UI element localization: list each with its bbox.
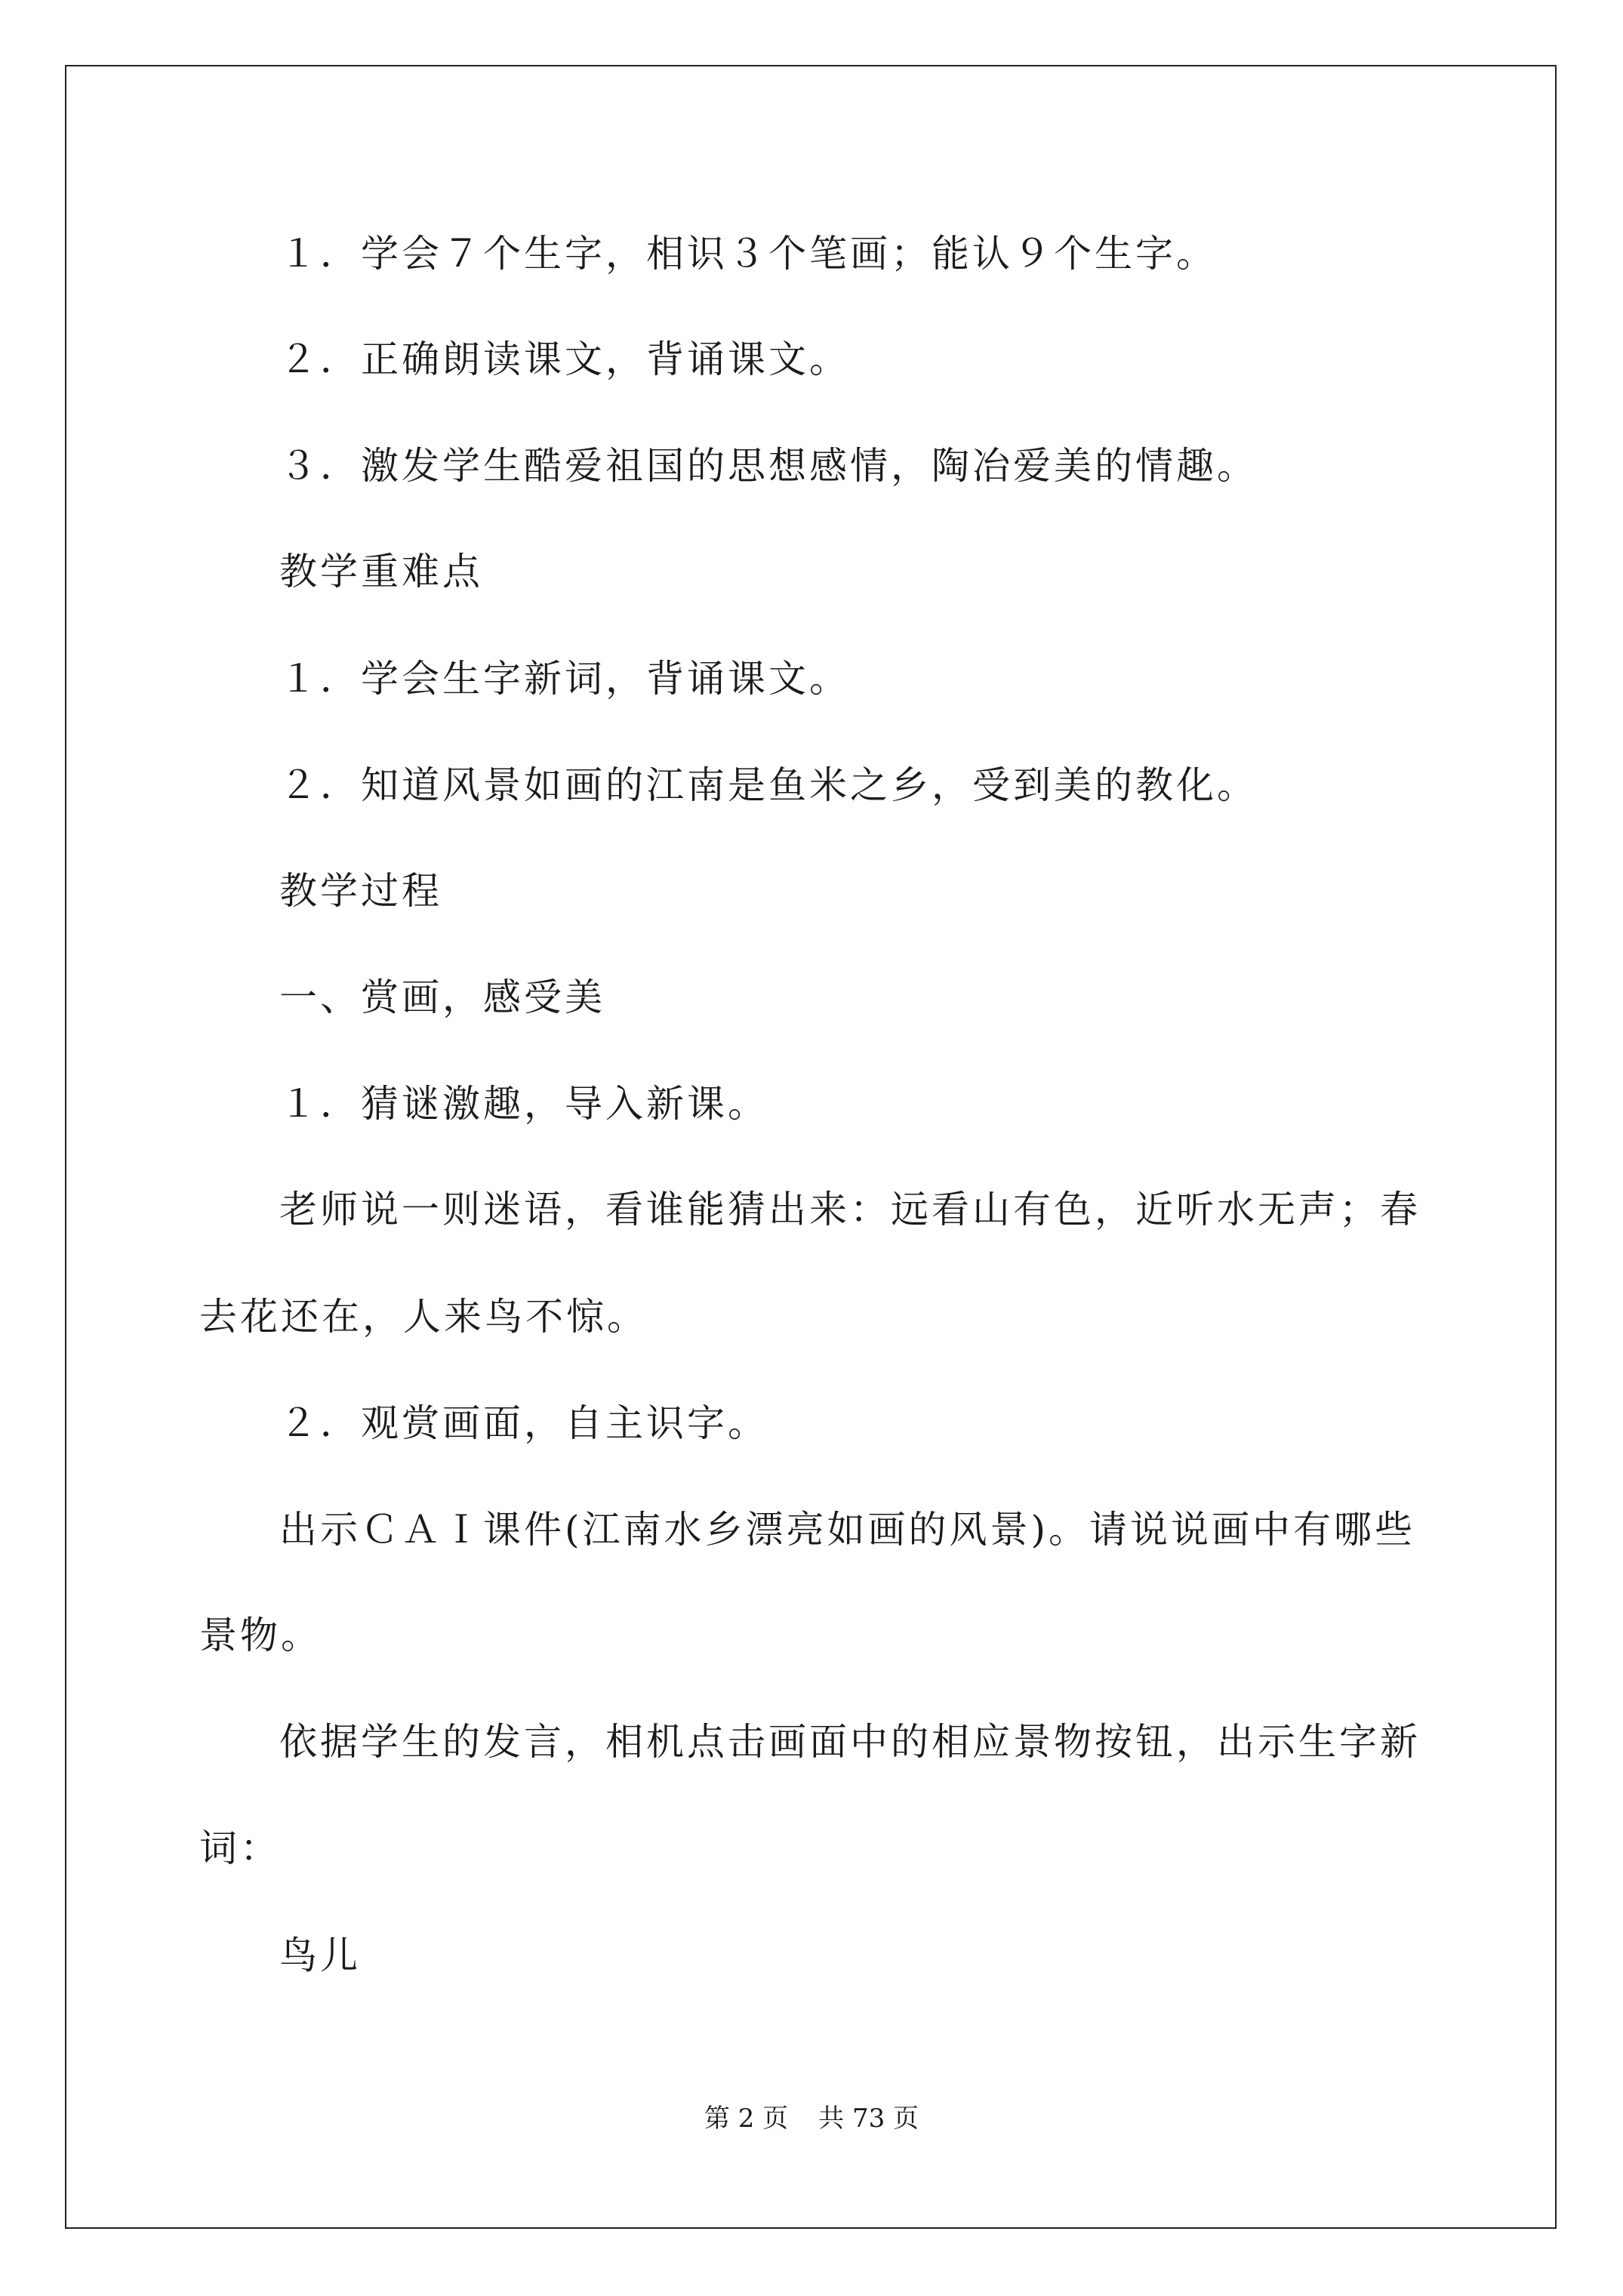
response-line-2: 词： (199, 1826, 281, 1870)
step-2: ２．观赏画面，自主识字。 (279, 1401, 768, 1445)
goal-2: ２．正确朗读课文，背诵课文。 (279, 337, 850, 381)
step-1: １．猜谜激趣，导入新课。 (279, 1082, 768, 1126)
riddle-line-2: 去花还在，人来鸟不惊。 (199, 1295, 648, 1339)
section-1-heading: 一、赏画，感受美 (279, 975, 605, 1019)
word-bird: 鸟儿 (279, 1934, 361, 1977)
cai-line-1: 出示ＣＡＩ课件(江南水乡漂亮如画的风景)。请说说画中有哪些 (279, 1508, 1416, 1552)
page-number: 第 2 页 (704, 2103, 789, 2134)
goal-1: １．学会７个生字，相识３个笔画；能认９个生字。 (279, 232, 1217, 276)
page-total: 共 73 页 (818, 2103, 919, 2134)
process-heading: 教学过程 (279, 869, 442, 913)
cai-line-2: 景物。 (199, 1613, 322, 1657)
response-line-1: 依据学生的发言，相机点击画面中的相应景物按钮，出示生字新 (279, 1720, 1421, 1764)
page-frame (65, 65, 1557, 2229)
riddle-line-1: 老师说一则迷语，看谁能猜出来：远看山有色，近听水无声；春 (279, 1188, 1421, 1231)
page-footer (0, 2103, 1623, 2134)
difficulty-2: ２．知道风景如画的江南是鱼米之乡，受到美的教化。 (279, 763, 1258, 807)
difficulty-heading: 教学重难点 (279, 550, 483, 593)
goal-3: ３．激发学生酷爱祖国的思想感情，陶冶爱美的情趣。 (279, 444, 1258, 488)
difficulty-1: １．学会生字新词，背诵课文。 (279, 657, 850, 701)
